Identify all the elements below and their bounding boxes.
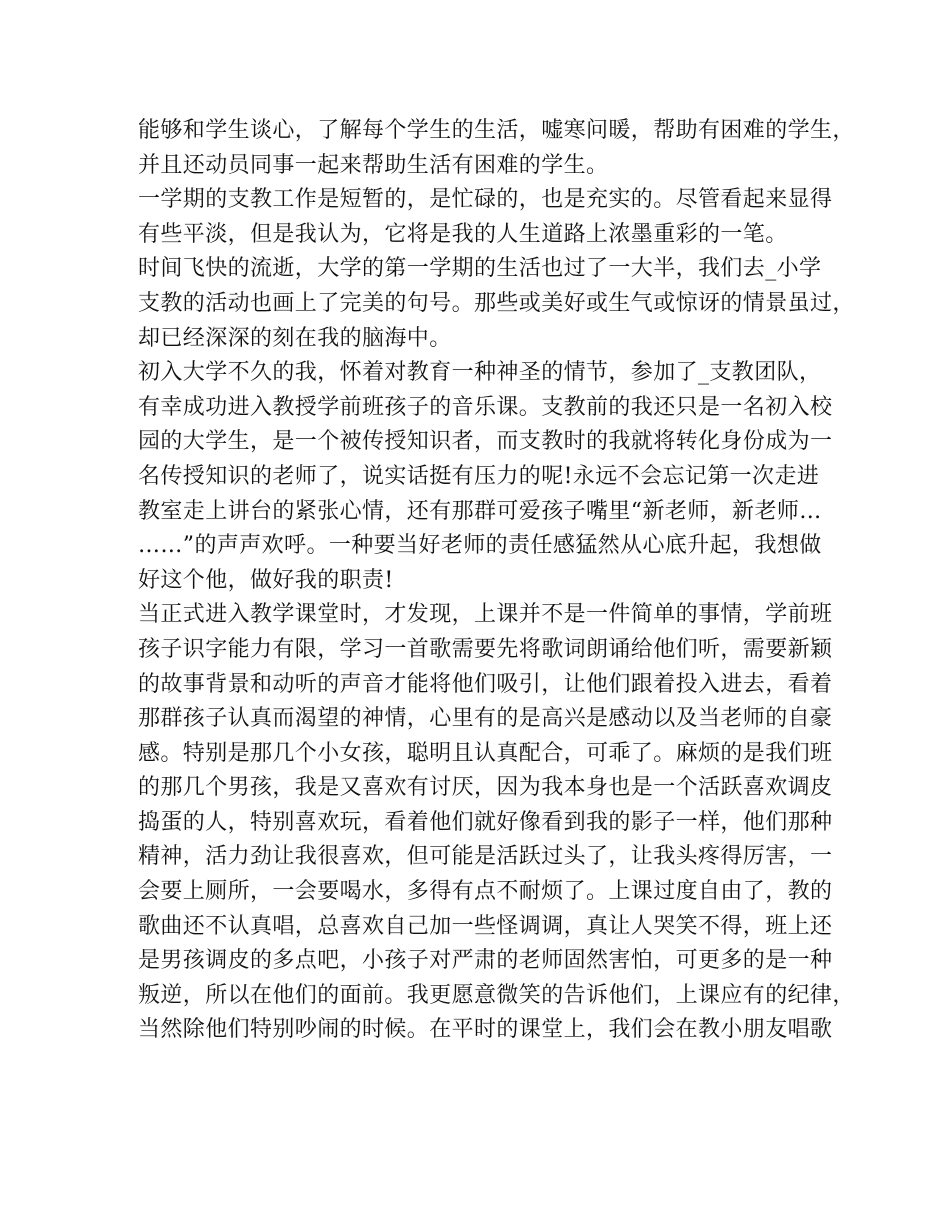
text-line: 是男孩调皮的多点吧，小孩子对严肃的老师固然害怕，可更多的是一种: [138, 948, 833, 974]
text-line: 有幸成功进入教授学前班孩子的音乐课。支教前的我还只是一名初入校: [138, 394, 833, 420]
text-line: 的故事背景和动听的声音才能将他们吸引，让他们跟着投入进去，看着: [138, 671, 833, 697]
text-line: 捣蛋的人，特别喜欢玩，看着他们就好像看到我的影子一样，他们那种: [138, 809, 833, 835]
text-line: 初入大学不久的我，怀着对教育一种神圣的情节，参加了_支教团队，: [138, 360, 822, 386]
body-text: [138, 114, 855, 1048]
text-line: 感。特别是那几个小女孩，聪明且认真配合，可乖了。麻烦的是我们班: [138, 740, 833, 766]
text-line: 却已经深深的刻在我的脑海中。: [138, 325, 452, 351]
text-line: 歌曲还不认真唱，总喜欢自己加一些怪调调，真让人哭笑不得，班上还: [138, 913, 833, 939]
text-line: 好这个他，做好我的职责!: [138, 567, 394, 593]
text-line: 支教的活动也画上了完美的句号。那些或美好或生气或惊讶的情景虽过，: [138, 290, 855, 316]
text-line: 教室走上讲台的紧张心情，还有那群可爱孩子嘴里“新老师，新老师…: [138, 498, 822, 524]
text-line: 有些平淡，但是我认为，它将是我的人生道路上浓墨重彩的一笔。: [138, 221, 788, 247]
text-line: 能够和学生谈心，了解每个学生的生活，嘘寒问暖，帮助有困难的学生，: [138, 118, 855, 143]
text-line: 名传授知识的老师了，说实话挺有压力的呢!永远不会忘记第一次走进: [138, 463, 820, 489]
text-line: 一学期的支教工作是短暂的，是忙碌的，也是充实的。尽管看起来显得: [138, 187, 833, 213]
text-line: 叛逆，所以在他们的面前。我更愿意微笑的告诉他们，上课应有的纪律，: [138, 982, 855, 1008]
text-line: 那群孩子认真而渴望的神情，心里有的是高兴是感动以及当老师的自豪: [138, 706, 833, 732]
text-line: 精神，活力劲让我很喜欢，但可能是活跃过头了，让我头疼得厉害，一: [138, 844, 833, 870]
text-line: 当正式进入教学课堂时，才发现，上课并不是一件简单的事情，学前班: [138, 602, 833, 628]
text-line: 并且还动员同事一起来帮助生活有困难的学生。: [138, 152, 609, 178]
text-line: 当然除他们特别吵闹的时候。在平时的课堂上，我们会在教小朋友唱歌: [138, 1017, 833, 1043]
text-line: 会要上厕所，一会要喝水，多得有点不耐烦了。上课过度自由了，教的: [138, 879, 833, 905]
text-line: 的那几个男孩，我是又喜欢有讨厌，因为我本身也是一个活跃喜欢调皮: [138, 775, 833, 801]
text-line: ……”的声声欢呼。一种要当好老师的责任感猛然从心底升起，我想做: [138, 533, 822, 559]
text-line: 孩子识字能力有限，学习一首歌需要先将歌词朗诵给他们听，需要新颖: [138, 636, 833, 662]
text-line: 园的大学生，是一个被传授知识者，而支教时的我就将转化身份成为一: [138, 429, 833, 455]
text-line: 时间飞快的流逝，大学的第一学期的生活也过了一大半，我们去_小学: [138, 256, 822, 282]
